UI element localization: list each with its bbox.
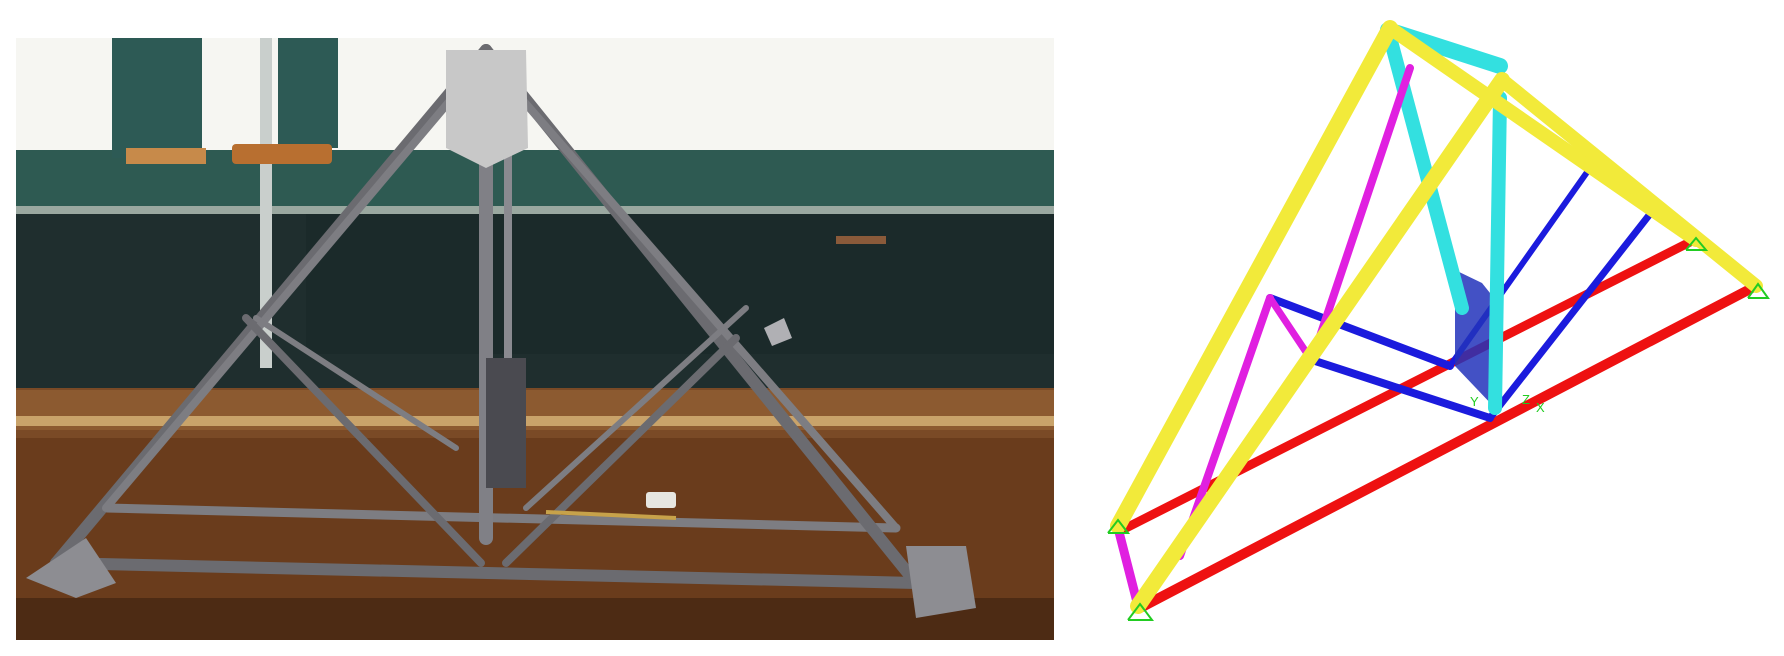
tie-beam-back <box>1126 242 1690 528</box>
king-post-front <box>1495 98 1500 408</box>
apex-gusset-plate <box>446 50 528 168</box>
chalk-eraser <box>836 236 886 244</box>
truss-photo-drawing <box>16 38 1054 640</box>
rafter-front-right <box>1502 80 1756 286</box>
copper-coil <box>232 144 332 164</box>
model-members <box>1118 28 1756 608</box>
diagonal-back <box>1312 68 1410 360</box>
axis-label-z: Z <box>1522 392 1530 407</box>
eraser-on-table <box>646 492 676 508</box>
truss-3d-model <box>1090 8 1780 648</box>
table-front-edge <box>16 598 1054 640</box>
axis-label-y: Y <box>1470 394 1479 409</box>
truss-photo <box>16 38 1054 640</box>
truss-3d-model-drawing <box>1090 8 1780 648</box>
brace-back-left <box>1270 298 1450 366</box>
copper-rod <box>126 148 206 164</box>
king-post-plate <box>486 358 526 488</box>
chalkboard-ledge <box>16 206 1054 214</box>
end-tie-left <box>1118 528 1138 606</box>
board-panel-left <box>112 38 202 158</box>
tie-beam-front <box>1140 288 1752 608</box>
board-panel-right <box>278 38 338 148</box>
supports <box>1108 238 1768 620</box>
right-support-plate <box>906 546 976 618</box>
axis-label-x: X <box>1536 400 1545 415</box>
